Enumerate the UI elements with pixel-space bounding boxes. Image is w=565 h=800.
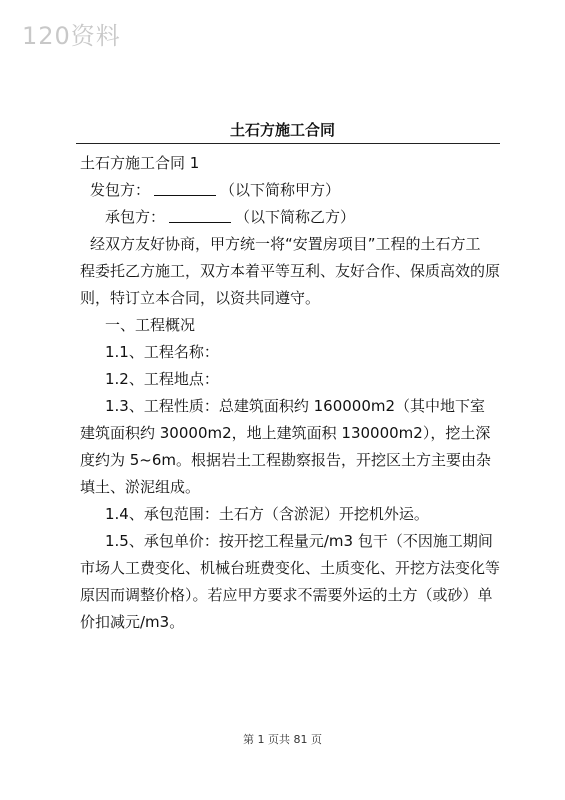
- party-b-label: 承包方：: [105, 208, 166, 226]
- item-1-5-line-3: 原因而调整价格）。若应甲方要求不需要外运的土方（或砂）单: [80, 586, 493, 604]
- title-divider: [76, 143, 500, 144]
- document-body: [80, 150, 501, 636]
- item-1-3-line-4: 填土、淤泥组成。: [80, 478, 201, 496]
- party-a-blank: [154, 181, 216, 196]
- intro-line-2: 程委托乙方施工，双方本着平等互利、友好合作、保质高效的原: [80, 262, 501, 280]
- watermark: 120资料: [22, 22, 121, 50]
- item-1-5-line-2: 市场人工费变化、机械台班费变化、土质变化、开挖方法变化等: [80, 559, 501, 577]
- party-b-suffix: （以下简称乙方）: [235, 208, 356, 226]
- contract-heading: 土石方施工合同 1: [80, 154, 200, 172]
- item-1-2: 1.2、工程地点：: [105, 370, 219, 388]
- intro-line-1: 经双方友好协商，甲方统一将“安置房项目”工程的土石方工: [90, 235, 481, 253]
- page-footer: 第 1 页共 81 页: [243, 733, 322, 746]
- intro-line-3: 则，特订立本合同，以资共同遵守。: [80, 289, 321, 307]
- item-1-3-line-3: 度约为 5~6m。根据岩土工程勘察报告，开挖区土方主要由杂: [80, 451, 492, 469]
- party-a-suffix: （以下简称甲方）: [220, 181, 341, 199]
- document-title: 土石方施工合同: [229, 121, 335, 139]
- section-heading-1: 一、工程概况: [105, 316, 196, 334]
- item-1-3-line-1: 1.3、工程性质：总建筑面积约 160000m2（其中地下室: [105, 397, 486, 415]
- party-b-blank: [169, 208, 231, 223]
- item-1-5-line-1: 1.5、承包单价：按开挖工程量元/m3 包干（不因施工期间: [105, 532, 493, 550]
- item-1-3-line-2: 建筑面积约 30000m2，地上建筑面积 130000m2），挖土深: [80, 424, 491, 442]
- item-1-1: 1.1、工程名称：: [105, 343, 219, 361]
- item-1-5-line-4: 价扣减元/m3。: [80, 613, 185, 631]
- party-b-line: [80, 204, 496, 231]
- party-a-line: [80, 177, 496, 204]
- party-a-label: 发包方：: [90, 181, 151, 199]
- item-1-4: 1.4、承包范围：土石方（含淤泥）开挖机外运。: [105, 505, 429, 523]
